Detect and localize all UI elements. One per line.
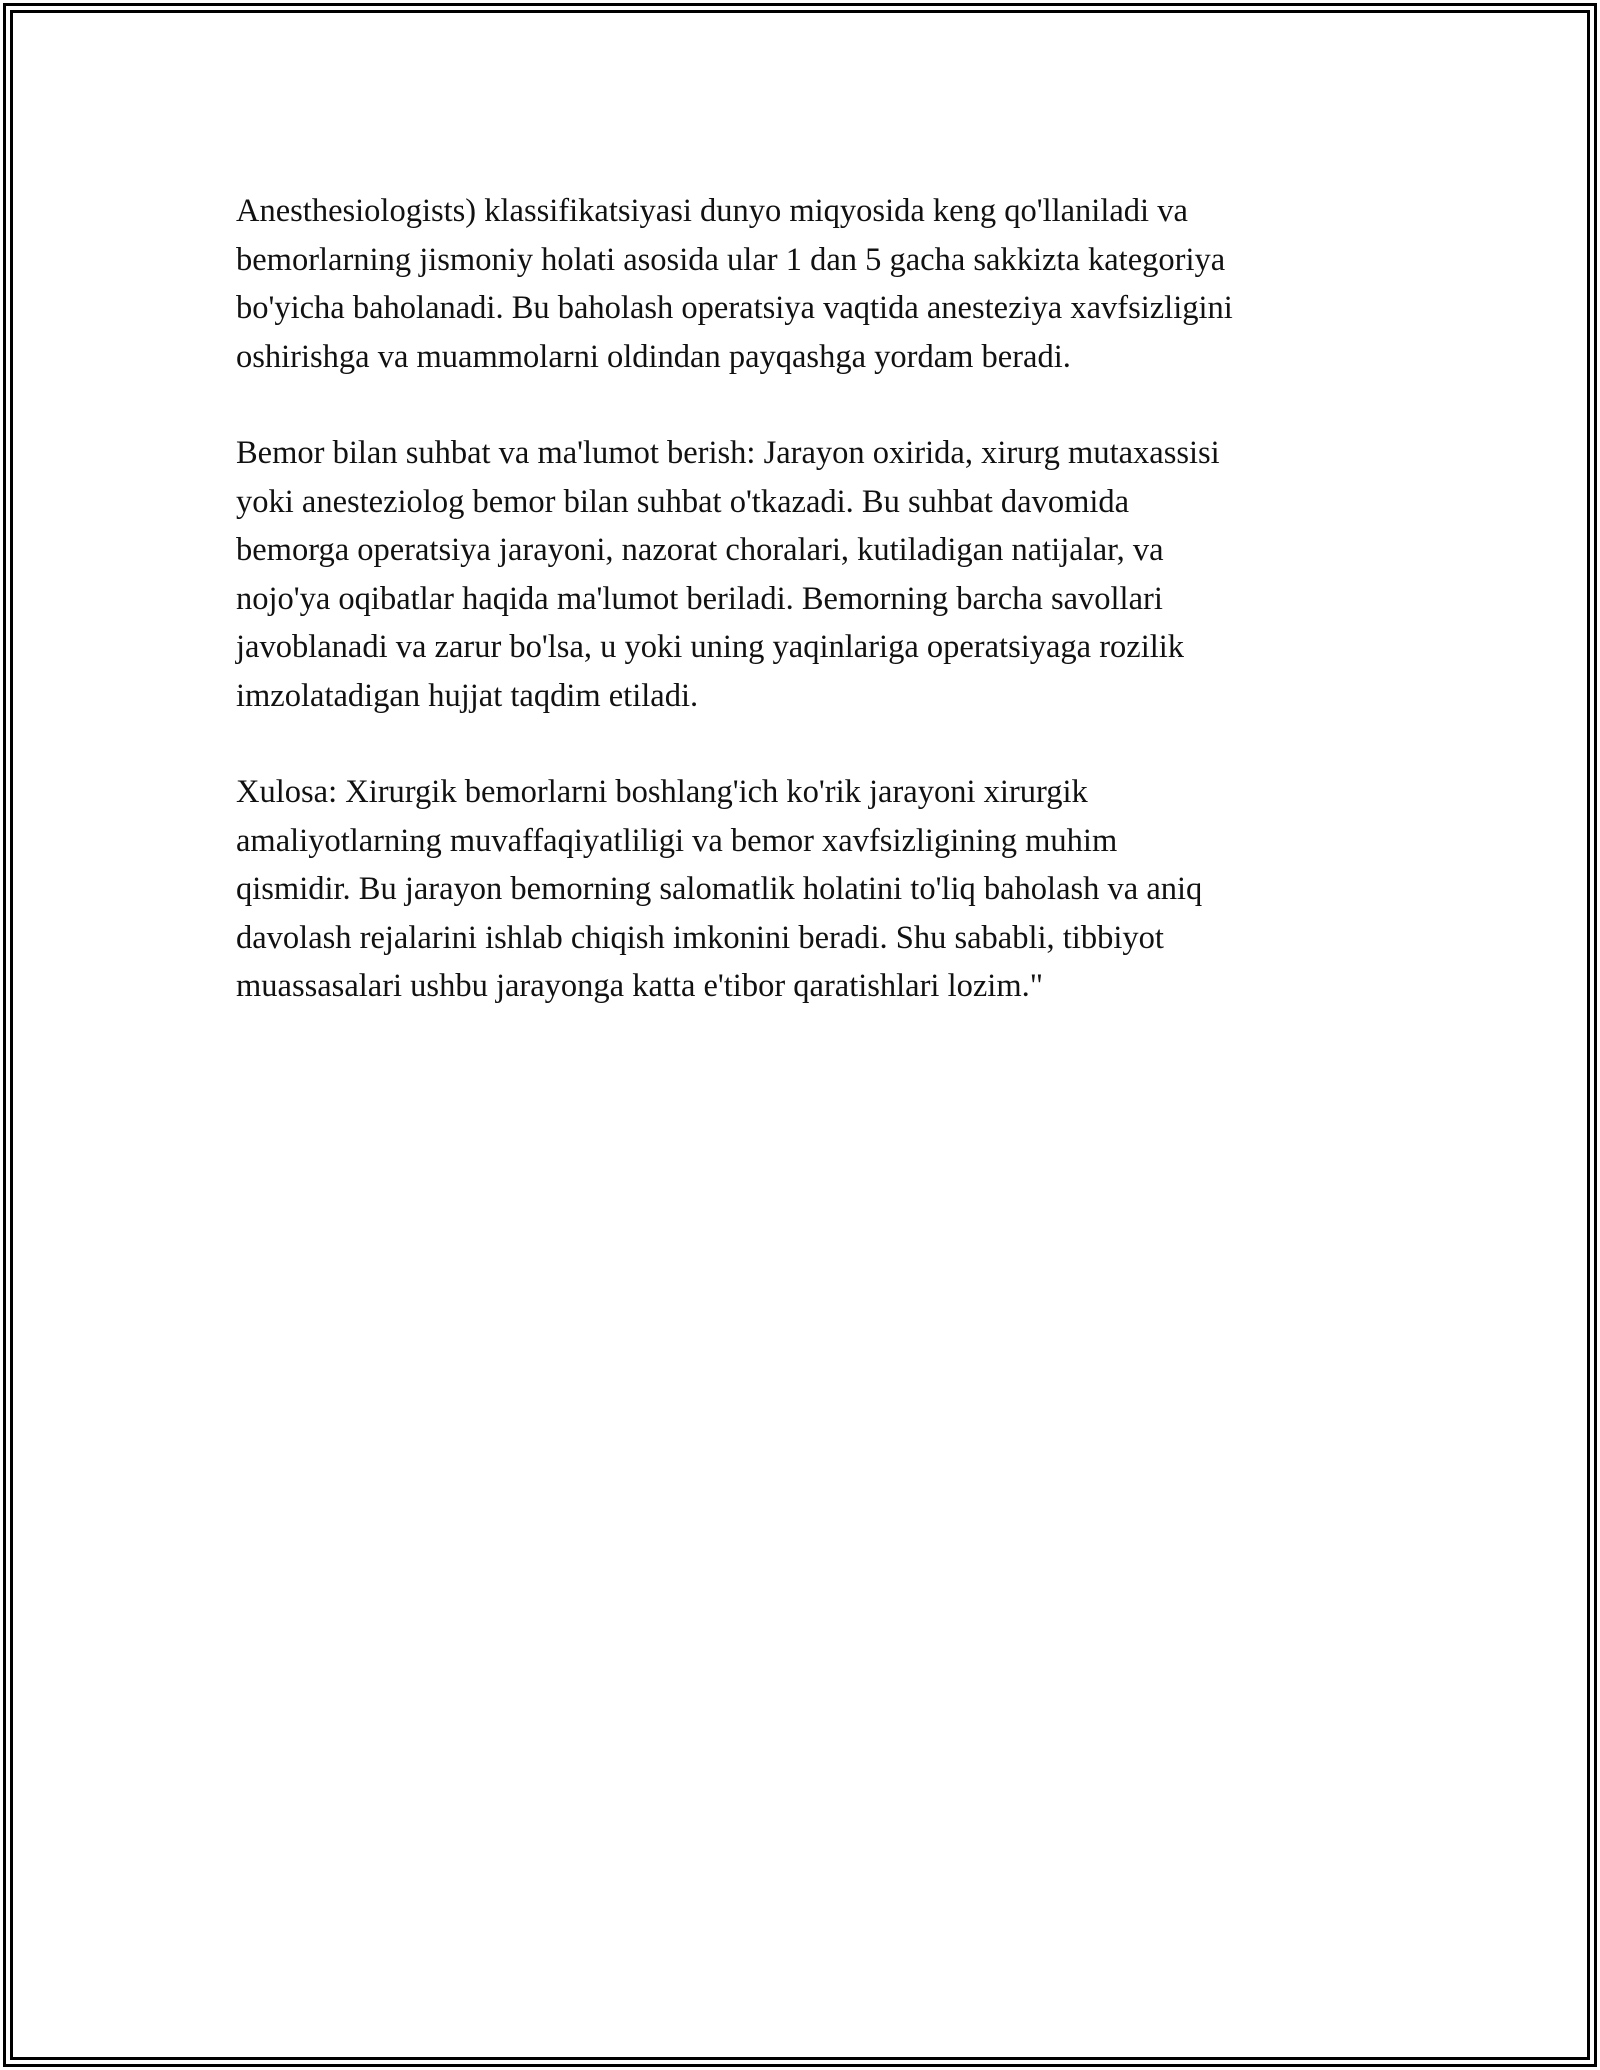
text-line: nojo'ya oqibatlar haqida ma'lumot beriladi. Bemorning barcha savollari bbox=[236, 580, 1163, 617]
text-line: amaliyotlarning muvaffaqiyatliligi va bemor xavfsizligining muhim bbox=[236, 822, 1118, 859]
text-line: imzolatadigan hujjat taqdim etiladi. bbox=[236, 677, 699, 714]
text-line: yoki anesteziolog bemor bilan suhbat o'tkazadi. Bu suhbat davomida bbox=[236, 483, 1130, 520]
text-line: bemorga operatsiya jarayoni, nazorat choralari, kutiladigan natijalar, va bbox=[236, 532, 1164, 568]
document-body bbox=[236, 187, 1366, 1059]
text-line: muassasalari ushbu jarayonga katta e'tibor qaratishlari lozim." bbox=[236, 968, 1043, 1004]
text-line: davolash rejalarini ishlab chiqish imkonini beradi. Shu sababli, tibbiyot bbox=[236, 919, 1164, 956]
text-line: oshirishga va muammolarni oldindan payqashga yordam beradi. bbox=[236, 338, 1071, 375]
paragraph-asa-classification bbox=[236, 187, 1366, 381]
text-line: javoblanadi va zarur bo'lsa, u yoki uning yaqinlariga operatsiyaga rozilik bbox=[236, 629, 1185, 665]
paragraph-patient-conversation bbox=[236, 429, 1366, 720]
text-line: Anesthesiologists) klassifikatsiyasi dunyo miqyosida keng qo'llaniladi va bbox=[236, 193, 1188, 229]
text-line: Bemor bilan suhbat va ma'lumot berish: Jarayon oxirida, xirurg mutaxassisi bbox=[236, 435, 1220, 471]
text-line: Xulosa: Xirurgik bemorlarni boshlang'ich ko'rik jarayoni xirurgik bbox=[236, 774, 1088, 810]
paragraph-conclusion bbox=[236, 768, 1366, 1011]
text-line: bo'yicha baholanadi. Bu baholash operatsiya vaqtida anesteziya xavfsizligini bbox=[236, 290, 1233, 326]
text-line: qismidir. Bu jarayon bemorning salomatlik holatini to'liq baholash va aniq bbox=[236, 871, 1203, 907]
text-line: bemorlarning jismoniy holati asosida ular 1 dan 5 gacha sakkizta kategoriya bbox=[236, 241, 1226, 278]
